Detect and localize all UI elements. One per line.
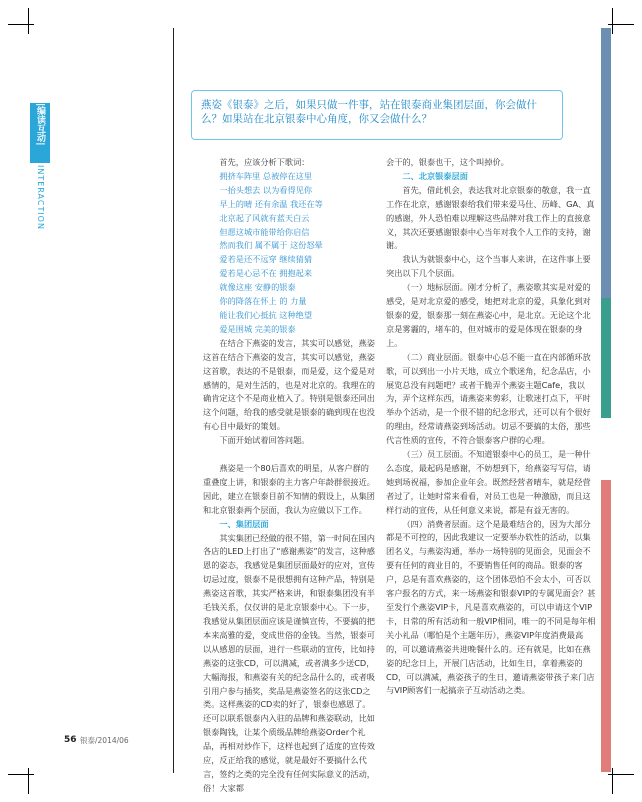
lyric-line: 但愿这城市能带给你启信 (219, 226, 310, 237)
question-callout (191, 90, 563, 140)
body-paragraph: （四）消费者层面。这个是最难结合的，因为大部分都是不可控的，因此我建议一定要举办软性的活动，以集团名义，与燕姿沟通，举办一场特别的见面会，见面会不要有任何的商业目的，不要销售任何的商品。银泰的客户，总是有喜欢燕姿的，这个团体恐怕不会太小，可否以客户报名的方式，来一场燕姿和银泰VIP的专属见面会？甚至发行个燕姿VIP卡，凡是喜欢燕姿的，可以申请这个VIP卡，日常的所有活动和一般VIP相同，唯一的不同是每年相关小礼品（哪怕是个主题年历），燕姿VIP年度消费最高的，可以邀请燕姿共进晚餐什么的。还有就是，比如在燕姿的纪念日上，开展门店活动，比如生日，拿着燕姿的CD，可以满减，燕姿孩子的生日，邀请燕姿带孩子来门店与VIP顾客们一起搞亲子互动活动之类。 (386, 518, 596, 696)
body-paragraph: 下面开始试着回答问题。 (219, 435, 310, 446)
body-paragraph: 燕姿是一个80后喜欢的明星，从客户群的重叠度上讲，和银泰的主力客户年龄群很接近。因此，建立在银泰目前不知情的假设上，从集团和北京银泰两个层面，我认为应做以下工作。 (203, 463, 375, 515)
lyric-line: 一抬头想去 以为看得见你 (219, 184, 313, 195)
crop-mark (8, 24, 34, 25)
body-paragraph: 会干的，银泰也干，这个叫掉价。 (386, 157, 509, 167)
body-paragraph: 其实集团已经做的很不错，第一时间在国内各店的LED上打出了“感谢燕姿”的发言，这种感恩的姿态，我感觉是集团层面最好的应对，宣传切忌过度，银泰不是很想拥有这种产品，特别是燕姿这首歌，其实严格来讲，和银泰集团没有半毛钱关系，仅仅讲的是北京银泰中心。下一步，我感觉从集团层面应该是谨慎宣传，不要搞的把本来高雅的爱，变成世俗的金钱。当然，银泰可以从感恩的层面，进行一些联动的宣传，比如持燕姿的这张CD，可以满减，或者满多少送CD，大幅海报，和燕姿有关的纪念品什么的，或者吸引用户参与插奖，奖品是燕姿签名的这张CD之类。这样燕姿的CD卖的好了，银泰也感恩了。还可以联系银泰内入驻的品牌和燕姿联动，比如银泰陶钱，让某个质级品牌给燕姿Order个礼品，再相对炒作下，这样也起到了适度的宣传效应，反正给我的感觉，就是最好不要搞什么代言，签约之类的完全没有任何实际意义的活动，俗！大家都 (203, 532, 375, 793)
lyric-line: 拥挤车阵里 总被停在这里 (219, 170, 313, 181)
left-column (203, 156, 375, 796)
lyric-line: 爱若是还不远穿 继续猜猜 (219, 254, 313, 265)
lyric-line: 然而我们 属不属于 这份怒晕 (219, 240, 323, 251)
body-paragraph: （三）员工层面。不知道银泰中心的员工，是一种什么态度，最起码是感谢，不妨想到下，给燕姿写写信，请她到场祝福，参加企业年会。既然经营者晴车，就是经营者过了，让她时常来看看，对员工也是一种激励，而且这样行动的宣传，从任何意义来说，都是有益无害的。 (386, 449, 591, 515)
page-number: 56 (64, 735, 77, 745)
crop-mark (612, 8, 613, 34)
body-paragraph: （二）商业层面。银泰中心总不能一直在内部循环放歌，可以到出一小片天地，成立个歌迷角，纪念品店，小展览总没有问题吧？或者干脆弄个燕姿主题Cafe，我以为，弄个这样东西，请燕姿来剪彩，让歌迷打点下，平时举办个活动，是一个很不错的纪念形式，还可以有个很好的理由，经常请燕姿到场活动。切忌不要搞的太俗，那些代言性质的宣传，不符合银泰客户群的心理。 (386, 351, 591, 446)
color-band-top (601, 28, 611, 298)
lyric-line: 爱若是心忌不在 拥抱起来 (219, 268, 313, 279)
body-paragraph: 首先，借此机会，表达我对北京银泰的敬意，我一直工作在北京，感谢银泰给我们带来爱马仕、历峰、GA、真的感谢，外人恐怕难以理解这些品牌对我工作上的直接意义，其次还要感谢银泰中心当年对我个人工作的支持，谢谢。 (386, 184, 595, 251)
lyric-line: 早上的晴 还有余温 我还在等 (219, 198, 323, 209)
lyrics-list (203, 170, 375, 337)
section-heading: 一、集团层面 (219, 518, 269, 529)
crop-mark (28, 768, 29, 794)
lyric-line: 北京起了风就有蓝天白云 (219, 212, 310, 223)
lyric-line: 能让我们心抵抗 这种绝望 (219, 309, 313, 320)
right-column (386, 156, 596, 698)
lyric-line: 你的降落在怀上 的 力量 (219, 296, 307, 307)
body-paragraph: 我认为就银泰中心，这个当事人来讲，在这件事上要突出以下几个层面。 (386, 254, 591, 279)
lyric-line: 就像这座 安静的银泰 (219, 282, 296, 293)
lyric-line: 爱是围城 完美的银泰 (219, 323, 296, 334)
crop-mark (28, 8, 29, 34)
section-tab-english: INTERACTION (36, 165, 45, 230)
crop-mark (612, 768, 613, 794)
crop-mark (8, 774, 34, 775)
question-text: 燕姿《银泰》之后，如果只做一件事，站在银泰商业集团层面，你会做什么？如果站在北京银泰中心角度，你又会做什么？ (201, 99, 537, 125)
color-band-bottom (601, 480, 611, 772)
body-paragraph: 在结合下燕姿的发言，其实可以感觉，燕姿这首在结合下燕姿的发言，其实可以感觉，燕姿这首歌，表达的不是银泰，而是爱，这个爱是对感情的，是对生活的，也是对北京的。我理在的确肯定这个不是商业植入了。特别是银泰还同出这个问题，给我的感受就是银泰的确到现在也没有心目中最好的策划。 (203, 337, 375, 432)
section-heading: 二、北京银泰层面 (402, 170, 468, 181)
color-band-middle (601, 298, 611, 418)
column-divider (173, 28, 174, 773)
magazine-issue: 银泰/2014/06 (80, 736, 129, 745)
body-paragraph: （一）地标层面。刚才分析了，燕姿歌其实是对爱的感受，是对北京爱的感受，她把对北京的爱，具象化到对银泰的爱，银泰那一刻在燕姿心中，是北京。无论这个北京是雾霾的，堵车的，但对城市的爱是体现在银泰的身上。 (386, 282, 591, 348)
intro-paragraph: 首先，应该分析下歌词： (219, 157, 310, 167)
section-tab-label: |编读互动| (35, 103, 45, 146)
